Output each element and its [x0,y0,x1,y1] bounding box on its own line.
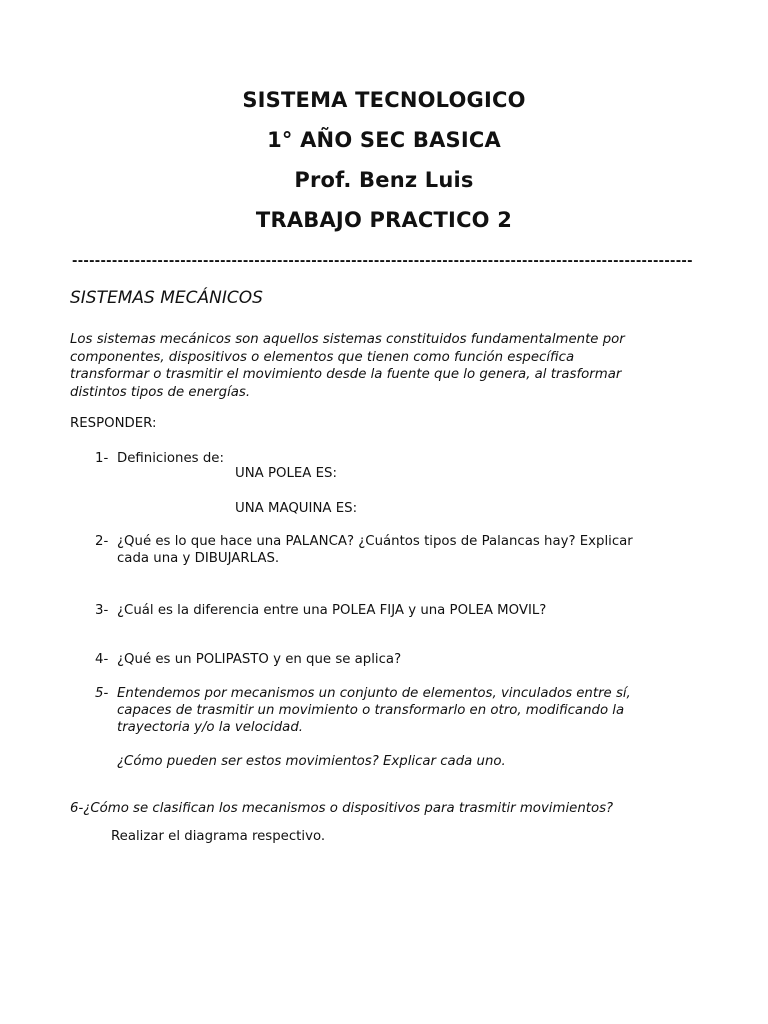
intro-line: Los sistemas mecánicos son aquellos sistemas constituidos fundamentalmente por [70,332,625,347]
dashed-divider: ------------------------------------------------------------------------------------------------------------- [72,254,693,269]
question-5-line: capaces de trasmitir un movimiento o transformarlo en otro, modificando la [117,703,625,718]
course-level: 1° AÑO SEC BASICA [267,128,501,152]
question-5-number: 5- [95,686,109,701]
question-6-task: Realizar el diagrama respectivo. [111,829,326,844]
question-1-polea: UNA POLEA ES: [235,466,337,481]
question-3-text: ¿Cuál es la diferencia entre una POLEA FIJA y una POLEA MOVIL? [117,603,547,618]
question-3-number: 3- [95,603,109,618]
question-2-line: ¿Qué es lo que hace una PALANCA? ¿Cuántos tipos de Palancas hay? Explicar [117,534,633,549]
intro-line: componentes, dispositivos o elementos que tienen como función específica [70,349,575,365]
assignment-title: TRABAJO PRACTICO 2 [255,208,513,232]
question-2-number: 2- [95,534,109,549]
question-5-line: Entendemos por mecanismos un conjunto de elementos, vinculados entre sí, [117,686,631,701]
question-6-text: 6-¿Cómo se clasifican los mecanismos o dispositivos para trasmitir movimientos? [70,801,614,816]
question-4-number: 4- [95,652,109,667]
question-2-line: cada una y DIBUJARLAS. [117,551,280,566]
question-5-line: trayectoria y/o la velocidad. [117,720,303,735]
question-4-text: ¿Qué es un POLIPASTO y en que se aplica? [117,652,402,667]
question-1-maquina: UNA MAQUINA ES: [235,501,358,516]
question-1-number: 1- [95,451,109,466]
section-title: SISTEMAS MECÁNICOS [70,288,263,308]
teacher-name: Prof. Benz Luis [294,168,474,192]
question-1-text: Definiciones de: [117,451,224,466]
responder-label: RESPONDER: [70,416,157,431]
question-5-question: ¿Cómo pueden ser estos movimientos? Explicar cada uno. [117,754,506,769]
document-title: SISTEMA TECNOLOGICO [242,88,526,112]
intro-line: distintos tipos de energías. [70,384,251,400]
intro-line: transformar o trasmitir el movimiento desde la fuente que lo genera, al trasformar [70,367,622,382]
intro-paragraph [70,331,710,401]
